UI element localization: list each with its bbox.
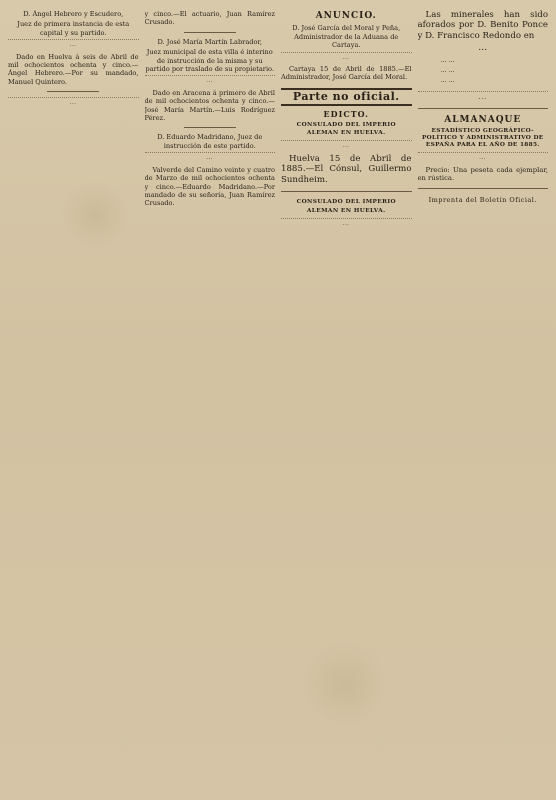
column-2 xyxy=(145,10,276,792)
notice-body-large: … xyxy=(281,218,412,227)
divider xyxy=(418,108,549,109)
separator xyxy=(184,32,236,33)
edicto-heading: EDICTO. xyxy=(323,109,369,120)
anuncio-heading: ANUNCIO. xyxy=(315,11,377,21)
notice-signature: Dado en Aracena á primero de Abril de mil ochocientos ochenta y cinco.—José María Martín.—Luis Rodríguez Pérez. xyxy=(144,88,275,123)
notice-body-large: … xyxy=(281,140,412,149)
consulado-heading: CONSULADO DEL IMPERIO ALEMAN EN HUELVA. xyxy=(296,199,396,214)
notice-signature: Dado en Huelva á seis de Abril de mil ochocientos ochenta y cinco.— Ángel Hebrero.—Por su mandado, Manuel Quintero. xyxy=(8,52,139,86)
divider xyxy=(281,191,412,192)
notice-body: … xyxy=(281,52,412,61)
notice-body-large: … xyxy=(418,91,549,102)
table-row xyxy=(418,56,549,66)
table-cell: … xyxy=(440,67,447,75)
printer-imprint: Imprenta del Boletín Oficial. xyxy=(428,196,537,205)
notice-tail: y cinco.—El actuario, Juan Ramírez Crusado. xyxy=(144,10,275,27)
table-cell: … xyxy=(440,56,447,64)
almanaque-subheading: ESTADÍSTICO GEOGRÁFICO-POLÍTICO Y ADMINISTRATIVO DE ESPAÑA PARA EL AÑO DE 1885. xyxy=(421,127,544,149)
separator xyxy=(184,127,236,128)
divider xyxy=(418,188,549,189)
notice-subheading: Juez de primera instancia de esta capital y su partido. xyxy=(17,20,130,37)
notice-heading: D. José María Martín Labrador, xyxy=(157,37,262,46)
table-cell: … xyxy=(448,67,455,75)
notice-body: … xyxy=(145,152,276,161)
notice-heading: D. Ángel Hebrero y Escudero, xyxy=(23,10,124,18)
notice-signature: Huelva 15 de Abril de 1885.—El Cónsul, Guillermo Sundheim. xyxy=(281,153,412,185)
notice-body-large: Las minerales han sido aforados por D. Benito Ponce y D. Francisco Redondo en xyxy=(417,10,548,41)
notice-body: … xyxy=(8,97,139,106)
almanaque-heading: ALMANAQUE xyxy=(444,115,522,126)
column-4 xyxy=(418,10,549,792)
notice-body: … xyxy=(418,152,549,161)
section-title: Parte no oficial. xyxy=(281,88,412,106)
notice-signature: Cartaya 15 de Abril de 1885.—El Administrador, José García del Moral. xyxy=(281,65,412,82)
table-row xyxy=(418,66,549,76)
notice-body: … xyxy=(145,75,276,84)
notice-body: … xyxy=(8,39,139,48)
notice-heading: D. Eduardo Madridano, Juez de instrucción de este partido. xyxy=(157,133,263,150)
notice-subheading: Juez municipal de esta villa é interino de instrucción de la misma y su partido por traslado de su propietario. xyxy=(145,48,275,74)
table-cell: … xyxy=(448,56,455,64)
consulado-heading: CONSULADO DEL IMPERIO ALEMAN EN HUELVA. xyxy=(296,121,396,137)
column-1 xyxy=(8,10,139,792)
column-3 xyxy=(281,10,412,792)
notice-signature: Valverde del Camino veinte y cuatro de Marzo de mil ochocientos ochenta y cinco.—Eduardo Madridano.—Por mandado de su señoría, Juan Ramírez Crusado. xyxy=(144,165,275,208)
price-line: Precio: Una peseta cada ejemplar, en rústica. xyxy=(417,165,548,183)
table-row xyxy=(418,76,549,86)
quantity-table xyxy=(418,56,549,87)
table-cell: … xyxy=(448,77,455,85)
notice-heading: D. José García del Moral y Peña, Administrador de la Aduana de Cartaya. xyxy=(292,24,401,50)
quantity-number: … xyxy=(478,43,488,54)
separator xyxy=(47,91,99,92)
table-cell: … xyxy=(440,77,447,85)
